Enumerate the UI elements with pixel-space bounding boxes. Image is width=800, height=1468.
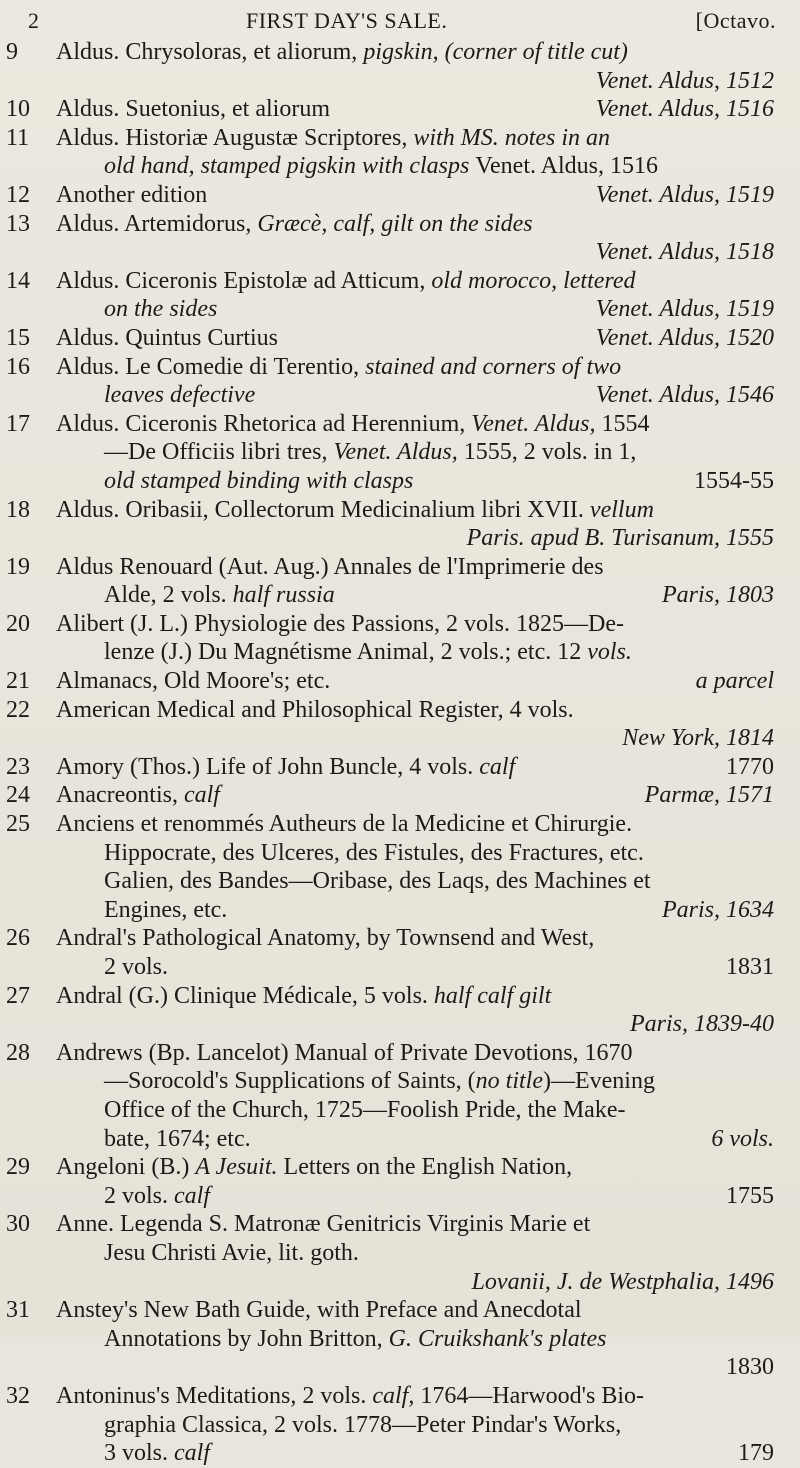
lot-text-italic: calf <box>183 782 220 809</box>
lot-text-part: Anstey's New Bath Guide, with Preface and Anecdotal <box>56 1297 582 1324</box>
lot-line <box>0 267 800 296</box>
lot-number: 26 <box>6 925 30 952</box>
lot-imprint: a parcel <box>695 668 774 695</box>
lot-imprint: Paris, 1839-40 <box>630 1011 774 1038</box>
lot-text-part: 1554 <box>595 410 650 437</box>
lot-text-part: Office of the Church, 1725—Foolish Pride, the Make- <box>104 1096 626 1123</box>
lot-text-part: Letters on the English Nation, <box>277 1154 573 1181</box>
lot-continuation <box>104 953 168 982</box>
lot-text <box>56 95 330 124</box>
lot-text-italic: half russia <box>232 582 335 609</box>
lot-text-part: Galien, des Bandes—Oribase, des Laqs, des Machines et <box>104 868 651 895</box>
lot-text-part: )—Evening <box>542 1068 655 1095</box>
lot-continuation <box>104 1067 655 1096</box>
lot-imprint: Venet. Aldus, 1546 <box>595 382 774 409</box>
lot-imprint: Venet. Aldus, 1520 <box>595 324 774 351</box>
lot-line <box>0 896 800 925</box>
lot-line <box>0 1067 800 1096</box>
lot-imprint: Venet. Aldus, 1516 <box>595 96 774 123</box>
lot-line <box>0 1125 800 1154</box>
lot-text <box>56 210 533 239</box>
lot-text-part: Antoninus's Meditations, 2 vols. <box>56 1382 373 1409</box>
lot-text <box>56 982 551 1011</box>
lot-imprint: 1755 <box>726 1182 774 1209</box>
lot-text <box>56 696 574 725</box>
lot-continuation <box>104 638 632 667</box>
lot-text-part: Almanacs, Old Moore's; etc. <box>56 668 331 695</box>
lot-entry <box>0 324 800 353</box>
lot-text <box>56 1296 582 1325</box>
lot-text <box>56 667 330 696</box>
lot-imprint: 1554-55 <box>694 467 774 494</box>
lot-line <box>0 810 800 839</box>
lot-entry <box>0 753 800 782</box>
lot-imprint: Venet. Aldus, 1519 <box>595 296 774 323</box>
lot-line <box>0 867 800 896</box>
lot-text <box>56 1039 633 1068</box>
lot-line <box>0 295 800 324</box>
lot-text-italic: stained and corners of two <box>365 353 622 380</box>
lot-number: 18 <box>6 496 30 523</box>
lot-text-part: leaves defective <box>104 382 256 409</box>
lot-imprint: Paris, 1803 <box>661 582 774 609</box>
lot-line <box>0 1325 800 1354</box>
lot-number: 30 <box>6 1211 30 1238</box>
lot-entry <box>0 696 800 753</box>
lot-text-part: Venet. Aldus, 1516 <box>475 153 659 180</box>
lot-imprint: 1831 <box>726 954 774 980</box>
lot-text-part: lenze (J.) Du Magnétisme Animal, 2 vols.; etc. 12 <box>104 639 588 666</box>
lot-line <box>0 1096 800 1125</box>
lot-entry <box>0 667 800 696</box>
lot-text-part: graphia Classica, 2 vols. 1778—Peter Pindar's Works, <box>104 1411 622 1438</box>
lot-number: 21 <box>6 668 30 695</box>
lot-text-part: —Sorocold's Supplications of Saints, ( <box>104 1068 476 1095</box>
lot-line <box>0 1439 800 1468</box>
lot-text <box>56 781 220 810</box>
lot-line <box>0 410 800 439</box>
lot-entry <box>0 810 800 924</box>
lot-text-italic: Græcè, calf, gilt on the sides <box>257 210 533 237</box>
lot-text-part: 3 vols. <box>104 1440 175 1467</box>
lot-continuation <box>104 1125 251 1154</box>
lot-number: 15 <box>6 324 30 351</box>
lot-line <box>0 581 800 610</box>
lot-text-italic: old morocco, lettered <box>431 267 636 294</box>
lot-line <box>0 38 800 67</box>
lot-line <box>0 238 800 267</box>
lot-continuation <box>104 1096 625 1125</box>
lot-line <box>0 1411 800 1440</box>
lot-text <box>56 1382 644 1411</box>
lot-text <box>56 38 628 67</box>
lot-text <box>56 753 515 782</box>
lot-number: 19 <box>6 553 30 580</box>
lot-entry <box>0 1382 800 1468</box>
lot-text <box>56 1210 590 1239</box>
lot-line <box>0 496 800 525</box>
lot-text-italic: vellum <box>589 496 654 523</box>
lot-continuation <box>104 438 636 467</box>
lot-imprint: Venet. Aldus, 1512 <box>595 67 774 94</box>
lot-number: 16 <box>6 353 30 380</box>
lot-imprint: Lovanii, J. de Westphalia, 1496 <box>471 1268 774 1295</box>
lot-imprint: Paris, 1634 <box>661 896 774 923</box>
page-header <box>28 6 776 36</box>
lot-text-part: American Medical and Philosophical Register, 4 vols. <box>56 696 574 723</box>
lot-text-part: Jesu Christi Avie, lit. goth. <box>104 1239 359 1266</box>
lot-entry <box>0 410 800 496</box>
lot-imprint: 6 vols. <box>711 1125 774 1152</box>
lot-text-italic: calf <box>479 753 516 780</box>
lot-continuation <box>104 1182 210 1211</box>
lot-line <box>0 753 800 782</box>
lot-line <box>0 524 800 553</box>
lot-text-part: Angeloni (B.) <box>56 1154 196 1181</box>
lot-text <box>56 410 649 439</box>
lot-continuation <box>104 839 644 868</box>
lot-number: 29 <box>6 1154 30 1181</box>
lot-text-part: Aldus. Suetonius, et aliorum <box>56 96 330 123</box>
lot-text-part: Andrews (Bp. Lancelot) Manual of Private Devotions, 1670 <box>56 1039 633 1066</box>
lot-continuation <box>104 1239 359 1268</box>
lot-text-part: Aldus. Oribasii, Collectorum Medicinalium libri XVII. <box>56 496 590 523</box>
lot-line <box>0 67 800 96</box>
lot-number: 14 <box>6 267 30 294</box>
lot-line <box>0 1153 800 1182</box>
lot-text-part: Annotations by John Britton, <box>104 1325 389 1352</box>
lot-line <box>0 210 800 239</box>
lot-line <box>0 781 800 810</box>
lot-line <box>0 467 800 496</box>
lot-text-italic: Venet. Aldus, <box>471 410 596 437</box>
lot-number: 23 <box>6 753 30 780</box>
lot-line <box>0 724 800 753</box>
lot-line <box>0 1268 800 1297</box>
lot-line <box>0 353 800 382</box>
lot-line <box>0 667 800 696</box>
lot-text-italic: calf <box>174 1182 211 1209</box>
lot-line <box>0 1182 800 1211</box>
lot-entry <box>0 210 800 267</box>
lot-imprint: 1770 <box>726 753 774 780</box>
lot-text-italic: calf <box>174 1440 211 1467</box>
lot-number: 10 <box>6 96 30 123</box>
lot-line <box>0 839 800 868</box>
lot-line <box>0 95 800 124</box>
lot-line <box>0 381 800 410</box>
lot-line <box>0 1239 800 1268</box>
lot-text-part: Aldus. Ciceronis Epistolæ ad Atticum, <box>56 267 432 294</box>
lot-text-part: Aldus Renouard (Aut. Aug.) Annales de l'Imprimerie des <box>56 553 604 580</box>
lot-text-part: Aldus. Historiæ Augustæ Scriptores, <box>56 124 414 151</box>
lot-entry <box>0 353 800 410</box>
lot-number: 27 <box>6 982 30 1009</box>
lot-text <box>56 1153 572 1182</box>
lot-number: 28 <box>6 1039 30 1066</box>
lot-text-part: Aldus. Chrysoloras, et aliorum, <box>56 39 364 65</box>
lot-text <box>56 924 594 953</box>
lot-text-part: Anciens et renommés Autheurs de la Medicine et Chirurgie. <box>56 811 633 838</box>
lot-imprint: New York, 1814 <box>622 725 774 752</box>
lot-text-part: Amory (Thos.) Life of John Buncle, 4 vols. <box>56 753 480 780</box>
lot-text-italic: half calf gilt <box>433 982 552 1009</box>
lot-imprint: Venet. Aldus, 1519 <box>595 181 774 208</box>
lot-line <box>0 1296 800 1325</box>
lot-entry <box>0 181 800 210</box>
lot-number: 22 <box>6 696 30 723</box>
lot-number: 31 <box>6 1297 30 1324</box>
lot-line <box>0 1010 800 1039</box>
lot-number: 24 <box>6 782 30 809</box>
lot-continuation <box>104 295 217 324</box>
lot-text <box>56 267 636 296</box>
lot-entry <box>0 924 800 981</box>
lot-continuation <box>104 381 255 410</box>
lot-number: 13 <box>6 210 30 237</box>
lot-entry <box>0 124 800 181</box>
lot-line <box>0 1382 800 1411</box>
lot-line <box>0 124 800 153</box>
lot-text-part: Alde, 2 vols. <box>104 582 233 609</box>
lot-text <box>56 810 632 839</box>
lot-number: 25 <box>6 811 30 838</box>
lot-imprint: 179 <box>738 1440 774 1467</box>
lot-number: 17 <box>6 410 30 437</box>
lot-text-part: Aldus. Artemidorus, <box>56 210 258 237</box>
lot-entry <box>0 781 800 810</box>
lot-continuation <box>104 1411 621 1440</box>
lot-text-part: Aldus. Ciceronis Rhetorica ad Herennium, <box>56 410 472 437</box>
lot-text-part: Aldus. Le Comedie di Terentio, <box>56 353 366 380</box>
lot-text-italic: pigskin, (corner of title cut) <box>363 39 628 65</box>
lot-continuation <box>104 896 227 925</box>
lot-text <box>56 124 610 153</box>
lot-continuation <box>104 1439 210 1468</box>
lot-entry <box>0 610 800 667</box>
lot-text <box>56 496 654 525</box>
lot-text-part: old hand, stamped pigskin with clasps <box>104 153 476 180</box>
format-label: [Octavo. <box>695 8 776 33</box>
lot-line <box>0 181 800 210</box>
lot-line <box>0 610 800 639</box>
lot-text <box>56 324 278 353</box>
lot-line <box>0 924 800 953</box>
lot-line <box>0 696 800 725</box>
lot-text-part: 2 vols. <box>104 954 169 980</box>
lot-text-part: Alibert (J. L.) Physiologie des Passions, 2 vols. 1825—De- <box>56 610 624 637</box>
lot-text-italic: vols. <box>587 639 632 666</box>
lot-number: 9 <box>6 39 18 65</box>
lot-entry <box>0 496 800 553</box>
lot-imprint: Venet. Aldus, 1518 <box>595 239 774 266</box>
lot-entry <box>0 267 800 324</box>
lot-imprint: Paris. apud B. Turisanum, 1555 <box>466 525 774 552</box>
lot-continuation <box>104 152 658 181</box>
lot-list <box>0 38 800 1468</box>
lot-imprint: 1830 <box>726 1354 774 1381</box>
lot-text-part: Aldus. Quintus Curtius <box>56 324 279 351</box>
lot-text-part: on the sides <box>104 296 218 323</box>
lot-line <box>0 982 800 1011</box>
lot-number: 32 <box>6 1382 30 1409</box>
lot-entry <box>0 553 800 610</box>
lot-line <box>0 438 800 467</box>
lot-text-italic: G. Cruikshank's plates <box>388 1325 607 1352</box>
lot-text <box>56 181 207 210</box>
lot-line <box>0 553 800 582</box>
lot-text-part: Anne. Legenda S. Matronæ Genitricis Virginis Marie et <box>56 1211 591 1238</box>
lot-entry <box>0 1296 800 1382</box>
lot-line <box>0 638 800 667</box>
lot-entry <box>0 982 800 1039</box>
lot-text-italic: Venet. Aldus, <box>333 439 458 466</box>
lot-text-italic: with MS. notes in an <box>413 124 611 151</box>
lot-text-italic: no title <box>475 1068 543 1095</box>
lot-continuation <box>104 867 651 896</box>
lot-line <box>0 1039 800 1068</box>
lot-text <box>56 553 604 582</box>
lot-text-part: Engines, etc. <box>104 896 228 923</box>
lot-continuation <box>104 581 335 610</box>
lot-text-part: Andral (G.) Clinique Médicale, 5 vols. <box>56 982 434 1009</box>
lot-text-italic: calf, <box>372 1382 415 1409</box>
lot-text-part: 2 vols. <box>104 1182 175 1209</box>
lot-text-part: —De Officiis libri tres, <box>104 439 334 466</box>
page-number: 2 <box>28 8 40 33</box>
lot-line <box>0 324 800 353</box>
lot-text-part: 1555, 2 vols. in 1, <box>457 439 637 466</box>
running-title: FIRST DAY'S SALE. <box>246 8 448 33</box>
lot-text-italic: A Jesuit. <box>195 1154 278 1181</box>
lot-continuation <box>104 467 413 496</box>
lot-text-part: old stamped binding with clasps <box>104 467 414 494</box>
lot-continuation <box>104 1325 606 1354</box>
lot-entry <box>0 1039 800 1153</box>
lot-line <box>0 1210 800 1239</box>
lot-number: 20 <box>6 610 30 637</box>
lot-text-part: 1764—Harwood's Bio- <box>414 1382 644 1409</box>
lot-text-part: Anacreontis, <box>56 782 184 809</box>
lot-entry <box>0 1210 800 1296</box>
lot-line <box>0 953 800 982</box>
lot-line <box>0 1353 800 1382</box>
lot-entry <box>0 1153 800 1210</box>
lot-entry <box>0 95 800 124</box>
lot-text-part: Hippocrate, des Ulceres, des Fistules, des Fractures, etc. <box>104 839 644 866</box>
lot-text-part: Another edition <box>56 181 208 208</box>
lot-line <box>0 152 800 181</box>
lot-imprint: Parmæ, 1571 <box>644 782 774 809</box>
lot-number: 11 <box>6 124 30 151</box>
lot-entry <box>0 38 800 95</box>
lot-text-part: bate, 1674; etc. <box>104 1125 251 1152</box>
lot-text <box>56 353 621 382</box>
lot-number: 12 <box>6 181 30 208</box>
lot-text-part: Andral's Pathological Anatomy, by Townsend and West, <box>56 925 595 952</box>
lot-text <box>56 610 624 639</box>
